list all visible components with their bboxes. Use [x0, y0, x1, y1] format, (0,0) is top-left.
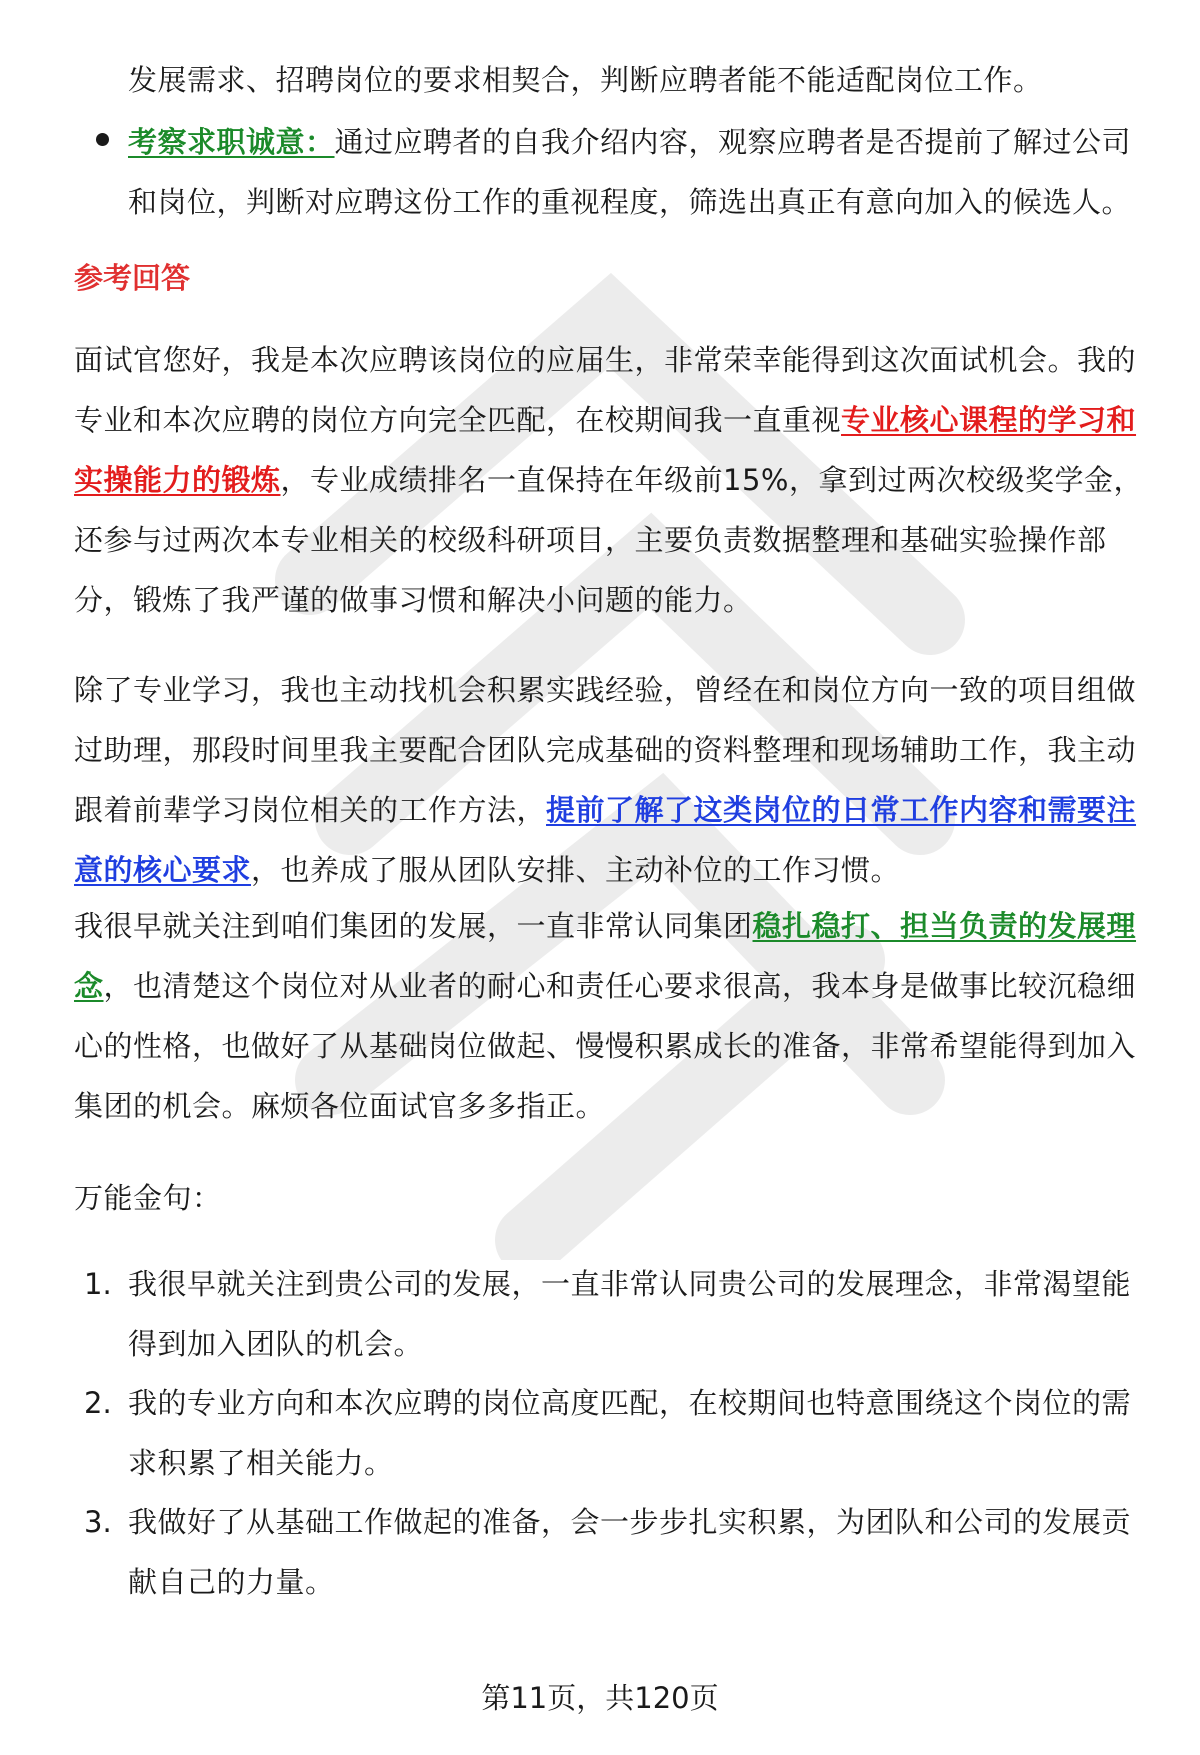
list-item: 我做好了从基础工作做起的准备，会一步步扎实积累，为团队和公司的发展贡献自己的力量。	[128, 1505, 1132, 1599]
paragraph-3-text-a: 我很早就关注到咱们集团的发展，一直非常认同集团	[74, 909, 753, 943]
answer-paragraph-2	[74, 660, 1154, 900]
paragraph-1-text-a: 面试官您好，我是本次应聘该岗位的应届生，非常荣幸能得到这次面试机会。我的专业和本次应聘的岗位方向完全匹配，在校期间我一直重视	[74, 343, 1137, 437]
answer-paragraph-3	[74, 896, 1154, 1136]
golden-sentences-heading: 万能金句：	[74, 1181, 222, 1215]
bullet-label: 考察求职诚意：	[128, 125, 335, 159]
bullet-text: 通过应聘者的自我介绍内容，观察应聘者是否提前了解过公司和岗位，判断对应聘这份工作的重视程度，筛选出真正有意向加入的候选人。	[128, 125, 1132, 219]
list-number: 2.	[84, 1386, 112, 1420]
section-heading: 参考回答	[74, 261, 191, 295]
paragraph-3-highlight: 稳扎稳打、担当负责的发展理念	[74, 909, 1137, 1003]
paragraph-2-text-b: ，也养成了服从团队安排、主动补位的工作习惯。	[251, 853, 901, 887]
list-number: 1.	[84, 1267, 112, 1301]
paragraph-3-text-b: ，也清楚这个岗位对从业者的耐心和责任心要求很高，我本身是做事比较沉稳细心的性格，也做好了从基础岗位做起、慢慢积累成长的准备，非常希望能得到加入集团的机会。麻烦各位面试官多多指正。	[74, 969, 1137, 1123]
list-item: 我很早就关注到贵公司的发展，一直非常认同贵公司的发展理念，非常渴望能得到加入团队的机会。	[128, 1267, 1132, 1361]
paragraph-1-text-b: ，专业成绩排名一直保持在年级前15%，拿到过两次校级奖学金，还参与过两次本专业相关的校级科研项目，主要负责数据整理和基础实验操作部分，锻炼了我严谨的做事习惯和解决小问题的能力。	[74, 463, 1143, 617]
answer-paragraph-1	[74, 330, 1154, 630]
continuation-text: 发展需求、招聘岗位的要求相契合，判断应聘者能不能适配岗位工作。	[128, 63, 1043, 97]
list-number: 3.	[84, 1505, 112, 1539]
bullet-item-sincerity	[128, 112, 1158, 232]
page-number-footer: 第11页，共120页	[481, 1681, 719, 1715]
paragraph-1-highlight: 专业核心课程的学习和实操能力的锻炼	[74, 403, 1137, 497]
paragraph-2-highlight: 提前了解了这类岗位的日常工作内容和需要注意的核心要求	[74, 793, 1137, 887]
list-item: 我的专业方向和本次应聘的岗位高度匹配，在校期间也特意围绕这个岗位的需求积累了相关能力。	[128, 1386, 1132, 1480]
bullet-dot-icon	[96, 133, 109, 146]
paragraph-2-text-a: 除了专业学习，我也主动找机会积累实践经验，曾经在和岗位方向一致的项目组做过助理，那段时间里我主要配合团队完成基础的资料整理和现场辅助工作，我主动跟着前辈学习岗位相关的工作方法，	[74, 673, 1137, 827]
